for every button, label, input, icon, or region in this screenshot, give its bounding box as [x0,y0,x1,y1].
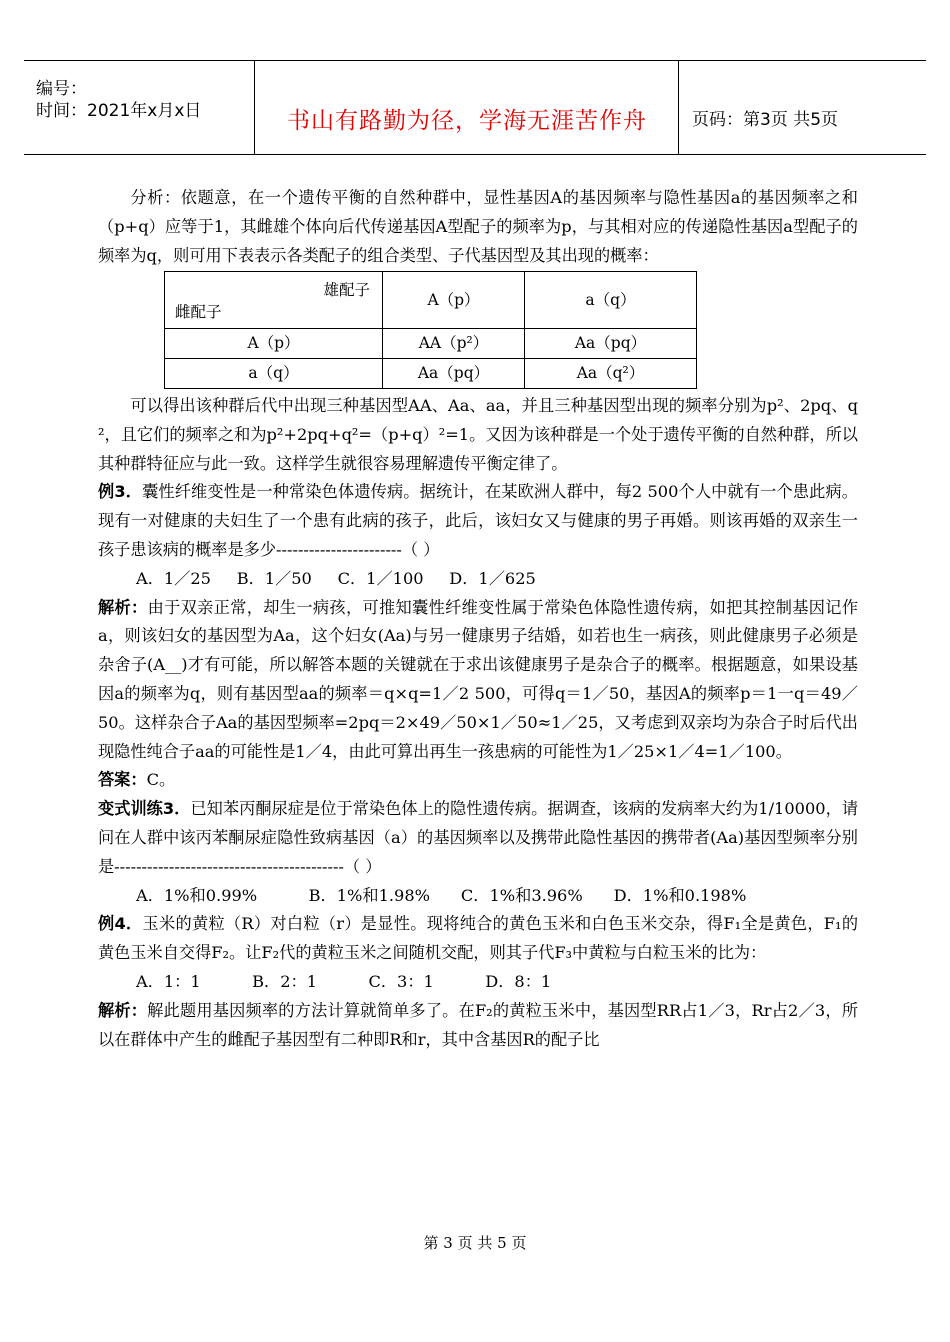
table-corner-male: 雄配子 [323,281,370,300]
header-time: 时间：2021年x月x日 [36,101,202,121]
example-3-answer [98,766,858,795]
table-col-header: a（q） [525,272,697,329]
table-corner-cell [165,272,383,329]
table-cell: Aa（q²） [525,359,697,389]
example-4-label: 例4． [98,914,143,934]
variant-3-question [98,795,858,881]
header-number: 编号： [36,79,87,99]
header-divider-left [254,60,255,154]
analysis-paragraph: 分析：依题意，在一个遗传平衡的自然种群中，显性基因A的基因频率与隐性基因a的基因频率之和（p+q）应等于1，其雌雄个体向后代传递基因A型配子的频率为p，与其相对应的传递隐性基因a型配子的频率为q，则可用下表表示各类配子的组合类型、子代基因型及其出现的概率： [98,188,858,265]
example-3-solution [98,594,858,767]
table-row-header: A（p） [165,329,383,359]
table-col-header: A（p） [383,272,525,329]
solution-label: 解析： [98,597,148,617]
example-4-solution [98,997,858,1055]
header-bottom-rule [24,154,926,155]
solution-text: 由于双亲正常，却生一病孩，可推知囊性纤维变性属于常染色体隐性遗传病，如把其控制基因记作a，则该妇女的基因型为Aa，这个妇女(Aa)与另一健康男子结婚，如若也生一病孩，则此健康男子必须是杂舍子(A__)才有可能，所以解答本题的关键就在于求出该健康男子是杂合子的概率。根据题意，如果设基因a的频率为q，则有基因型aa的频率＝q×q=1／2 500，可得q＝1／50，基因A的频率p＝1一q＝49／50。这样杂合子Aa的基因型频率=2pq＝2×49／50×1／50≈1／25，又考虑到双亲均为杂合子时后代出现隐性纯合子aa的可能性是1／4，由此可算出再生一孩患病的可能性为1／25×1／4=1／100。 [98,597,859,761]
header-meta [36,78,201,122]
header-page-info: 页码：第3页 共5页 [692,110,839,130]
document-body [98,184,858,1054]
example-4-question [98,910,858,968]
solution-label: 解析： [98,1000,148,1020]
example-3-question [98,478,858,564]
header-motto: 书山有路勤为径，学海无涯苦作舟 [287,108,647,134]
table-row [165,359,697,389]
answer-label: 答案： [98,770,147,790]
example-3-text: 囊性纤维变性是一种常染色体遗传病。据统计，在某欧洲人群中，每2 500个人中就有一个患此病。现有一对健康的夫妇生了一个患有此病的孩子，此后，该妇女又与健康的男子再婚。则该再婚的双亲生一孩子患该病的概率是多少-----------------------（ ） [98,482,858,559]
page-footer: 第 3 页 共 5 页 [423,1234,527,1252]
variant-3-label: 变式训练3． [98,799,191,819]
table-row-header: a（q） [165,359,383,389]
variant-3-options: A．1%和0.99% B．1%和1.98% C．1%和3.96% D．1%和0.198% [136,885,747,905]
solution-text: 解此题用基因频率的方法计算就简单多了。在F₂的黄粒玉米中，基因型RR占1／3，Rr占2／3，所以在群体中产生的雌配子基因型有二种即R和r，其中含基因R的配子比 [98,1000,859,1049]
table-cell: AA（p²） [383,329,525,359]
table-cell: Aa（pq） [525,329,697,359]
header-divider-right [678,60,679,154]
table-row [165,329,697,359]
example-3-label: 例3． [98,482,143,502]
table-cell: Aa（pq） [383,359,525,389]
gamete-table [164,271,697,389]
answer-text: C。 [146,770,176,790]
variant-3-text: 已知苯丙酮尿症是位于常染色体上的隐性遗传病。据调查，该病的发病率大约为1/10000，请问在人群中该丙苯酮尿症隐性致病基因（a）的基因频率以及携带此隐性基因的携带者(Aa)基因型频率分别是------------------------------------------（ ） [98,799,859,876]
conclusion-paragraph: 可以得出该种群后代中出现三种基因型AA、Aa、aa，并且三种基因型出现的频率分别为p²、2pq、q²，且它们的频率之和为p²+2pq+q²=（p+q）²=1。又因为该种群是一个处于遗传平衡的自然种群，所以其种群特征应与此一致。这样学生就很容易理解遗传平衡定律了。 [98,395,858,473]
example-4-text: 玉米的黄粒（R）对白粒（r）是显性。现将纯合的黄色玉米和白色玉米交杂，得F₁全是黄色，F₁的黄色玉米自交得F₂。让F₂代的黄粒玉米之间随机交配，则其子代F₃中黄粒与白粒玉米的比为： [98,914,859,963]
example-4-options: A．1：1 B．2：1 C．3：1 D．8：1 [136,971,552,991]
example-3-options: A．1／25 B．1／50 C．1／100 D．1／625 [136,568,536,588]
header-top-rule [24,60,926,61]
table-corner-female: 雌配子 [175,302,222,321]
